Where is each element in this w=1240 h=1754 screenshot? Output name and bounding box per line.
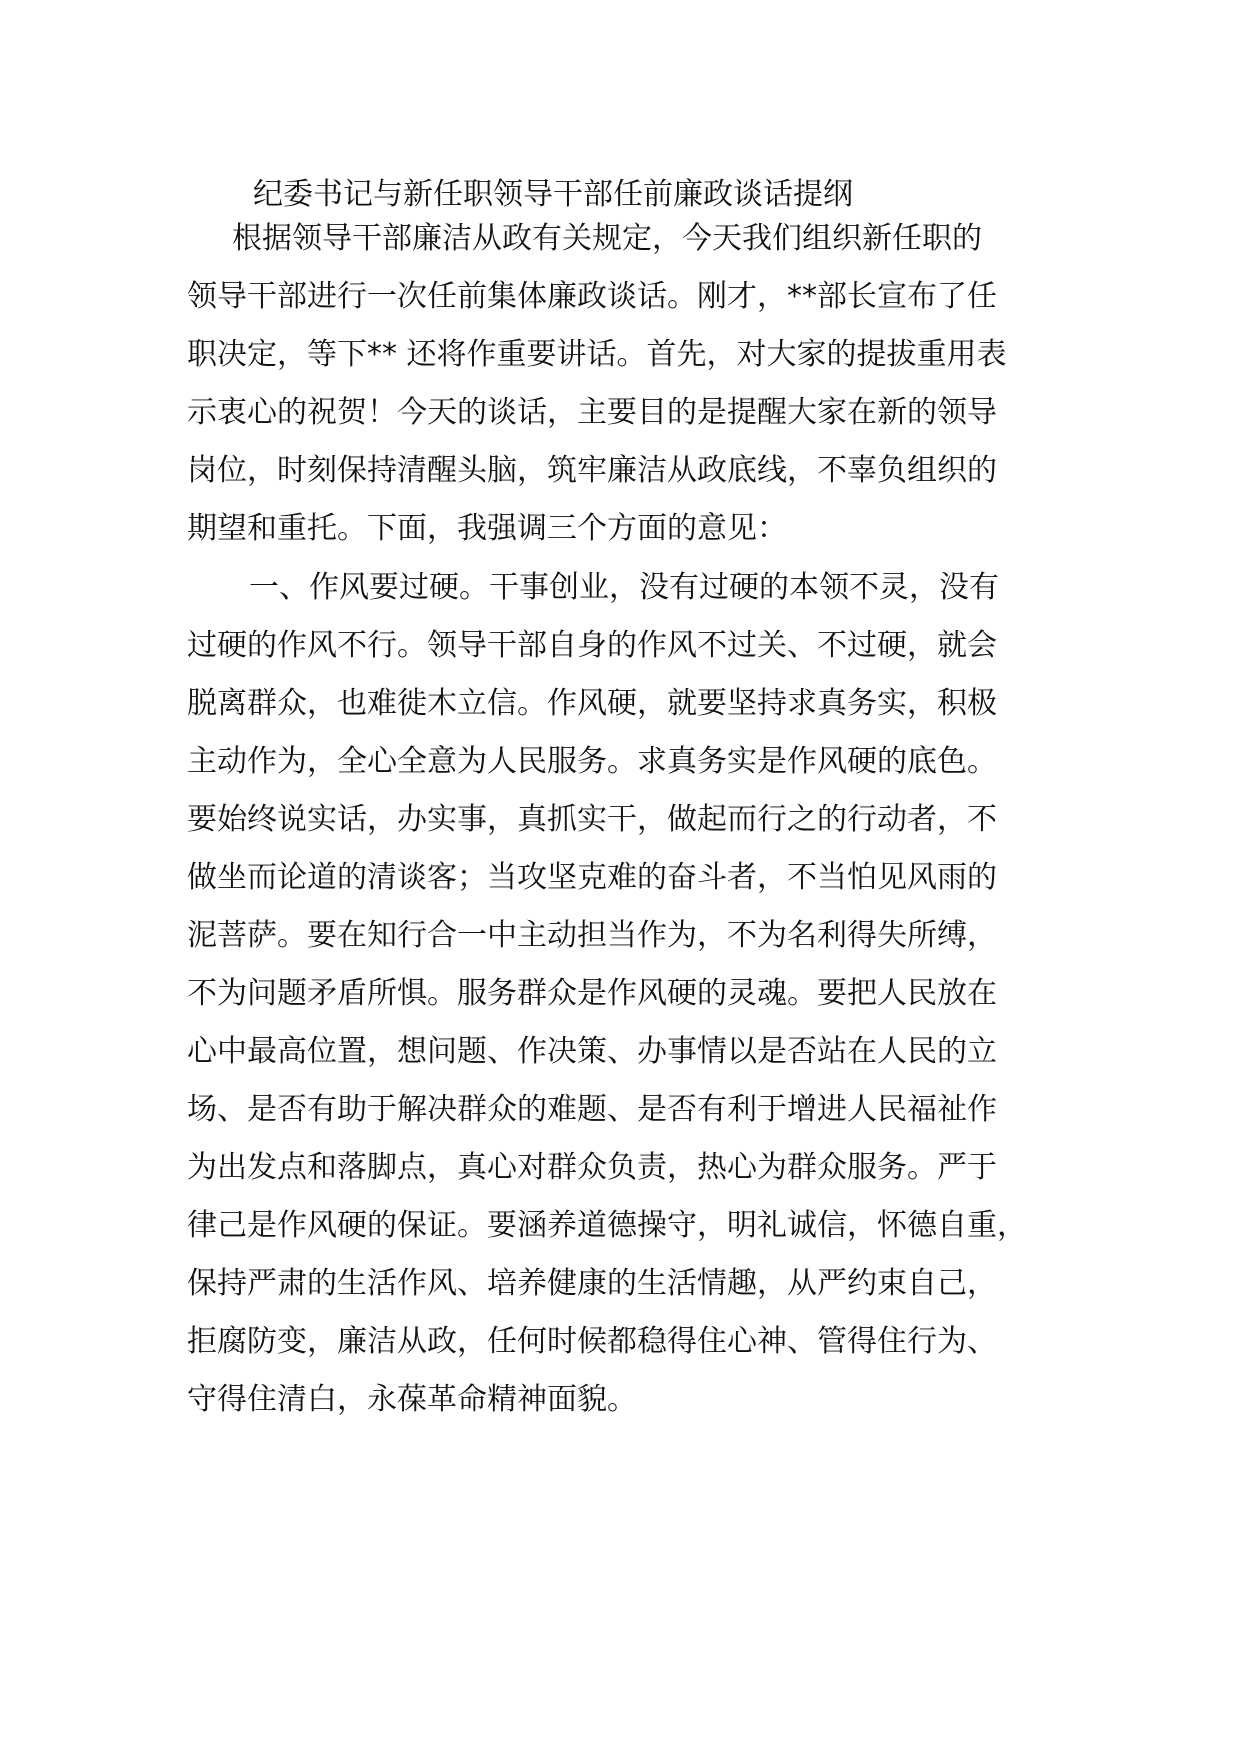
text-line-7: 一、作风要过硬。干事创业，没有过硬的本领不灵，没有 (249, 570, 999, 605)
text-line-20: 拒腐防变，廉洁从政，任何时候都稳得住心神、管得住行为、 (187, 1324, 997, 1359)
text-line-15: 心中最高位置，想问题、作决策、办事情以是否站在人民的立 (187, 1034, 997, 1069)
text-line-11: 要始终说实话，办实事，真抓实干，做起而行之的行动者，不 (187, 802, 997, 837)
text-line-4: 示衷心的祝贺！今天的谈话，主要目的是提醒大家在新的领导 (187, 395, 997, 430)
text-line-21: 守得住清白，永葆革命精神面貌。 (187, 1382, 637, 1417)
text-line-1: 根据领导干部廉洁从政有关规定，今天我们组织新任职的 (232, 221, 982, 256)
text-line-16: 场、是否有助于解决群众的难题、是否有利于增进人民福祉作 (187, 1092, 997, 1127)
text-line-3: 职决定，等下** 还将作重要讲话。首先，对大家的提拔重用表 (187, 337, 1007, 372)
text-line-2: 领导干部进行一次任前集体廉政谈话。刚才，**部长宣布了任 (187, 279, 997, 314)
text-line-14: 不为问题矛盾所惧。服务群众是作风硬的灵魂。要把人民放在 (187, 976, 997, 1011)
text-line-17: 为出发点和落脚点，真心对群众负责，热心为群众服务。严于 (187, 1150, 997, 1185)
text-line-12: 做坐而论道的清谈客；当攻坚克难的奋斗者，不当怕见风雨的 (187, 860, 997, 895)
text-line-13: 泥菩萨。要在知行合一中主动担当作为，不为名利得失所缚， (187, 918, 997, 953)
text-line-8: 过硬的作风不行。领导干部自身的作风不过关、不过硬，就会 (187, 628, 997, 663)
text-line-19: 保持严肃的生活作风、培养健康的生活情趣，从严约束自己， (187, 1266, 997, 1301)
text-line-5: 岗位，时刻保持清醒头脑，筑牢廉洁从政底线，不辜负组织的 (187, 453, 997, 488)
text-line-18: 律己是作风硬的保证。要涵养道德操守，明礼诚信，怀德自重， (187, 1208, 1027, 1243)
document-title: 纪委书记与新任职领导干部任前廉政谈话提纲 (253, 177, 853, 212)
text-line-6: 期望和重托。下面，我强调三个方面的意见： (187, 511, 787, 546)
text-line-10: 主动作为，全心全意为人民服务。求真务实是作风硬的底色。 (187, 744, 997, 779)
text-line-9: 脱离群众，也难徙木立信。作风硬，就要坚持求真务实，积极 (187, 686, 997, 721)
